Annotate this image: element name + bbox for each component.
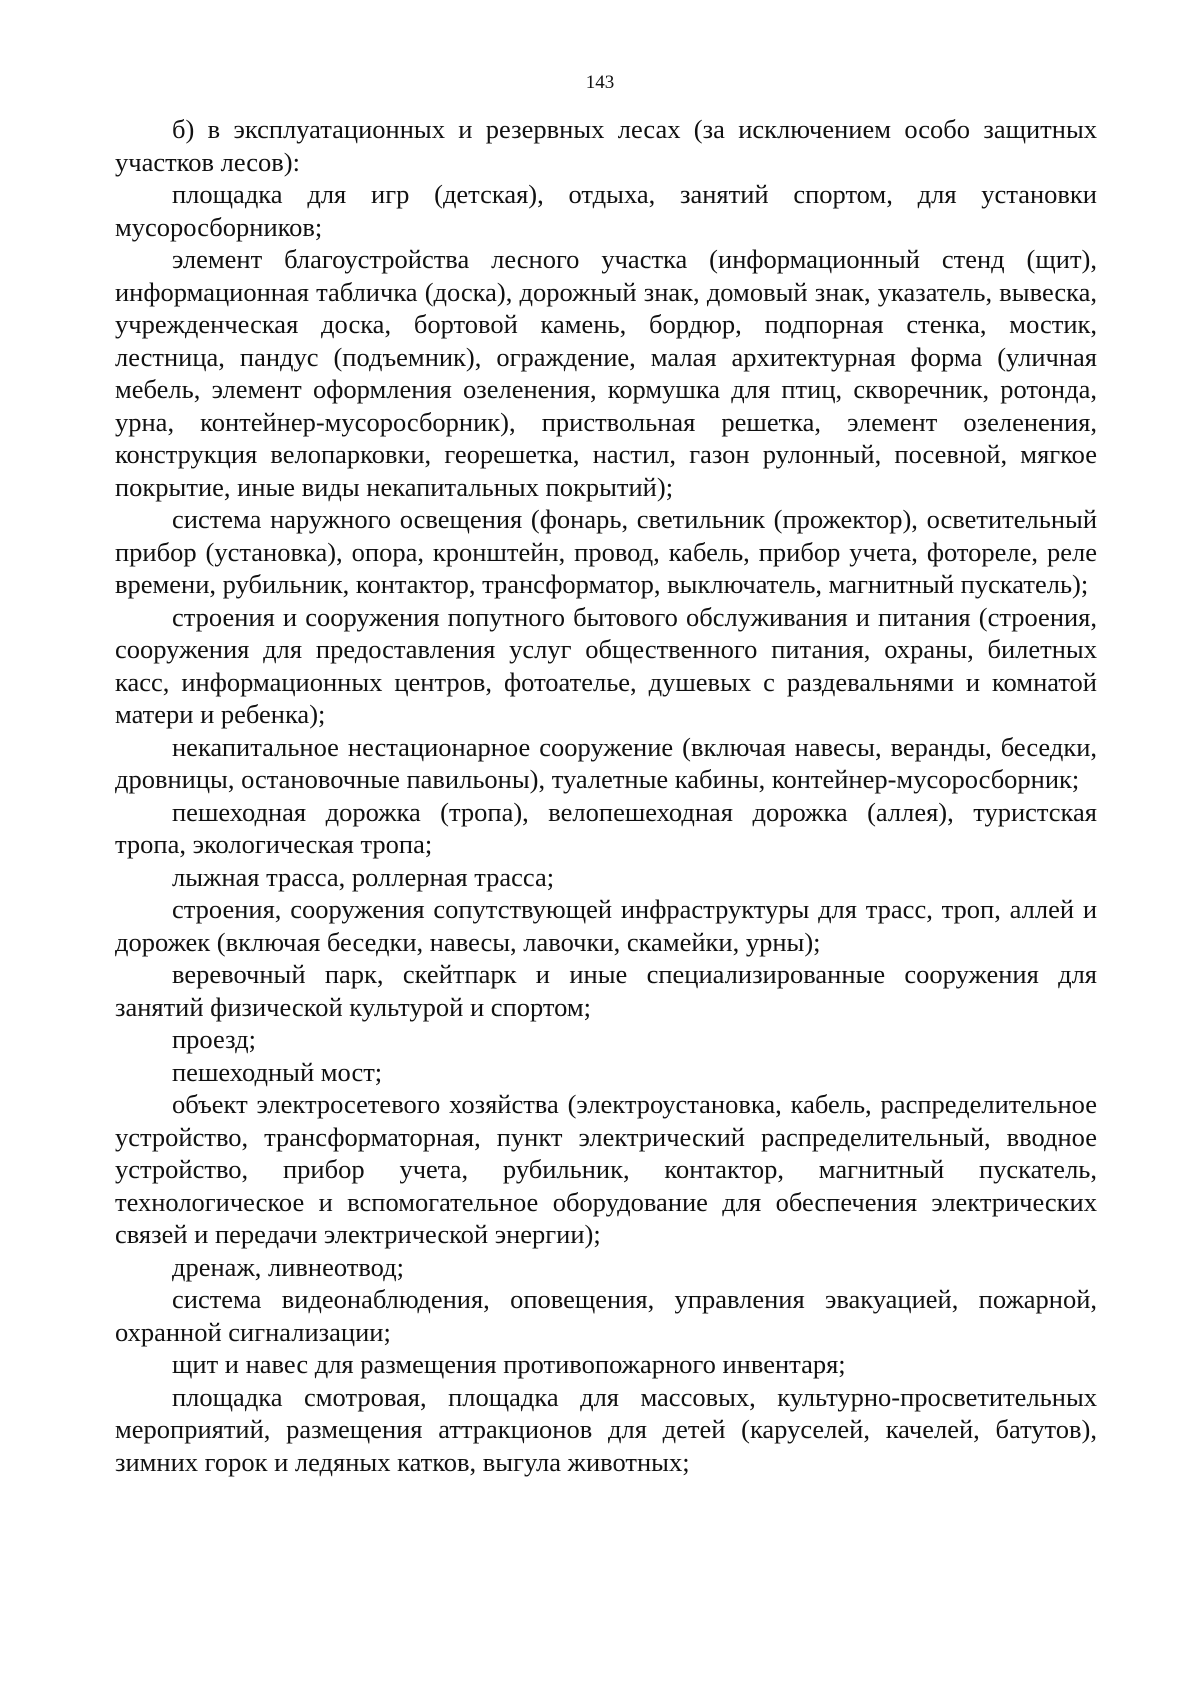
- paragraph: система наружного освещения (фонарь, светильник (прожектор), осветительный прибор (установка), опора, кронштейн, провод, кабель, прибор учета, фотореле, реле времени, рубильник, контактор, трансформатор, выключатель, магнитный пускатель);: [115, 504, 1097, 599]
- paragraph: пешеходный мост;: [172, 1056, 383, 1087]
- document-body: [115, 113, 1097, 1478]
- paragraph: элемент благоустройства лесного участка (информационный стенд (щит), информационная табличка (доска), дорожный знак, домовый знак, указатель, вывеска, учрежденческая доска, бортовой камень, бордюр, подпорная стенка, мостик, лестница, пандус (подъемник), ограждение, малая архитектурная форма (уличная мебель, элемент оформления озеленения, кормушка для птиц, скворечник, ротонда, урна, контейнер-мусоросборник), приствольная решетка, элемент озеленения, конструкция велопарковки, георешетка, настил, газон рулонный, посевной, мягкое покрытие, иные виды некапитальных покрытий);: [115, 244, 1097, 502]
- paragraph: щит и навес для размещения противопожарного инвентаря;: [172, 1349, 846, 1379]
- paragraph: лыжная трасса, роллерная трасса;: [172, 861, 555, 892]
- paragraph: проезд;: [172, 1024, 256, 1054]
- paragraph: площадка для игр (детская), отдыха, занятий спортом, для установки мусоросборников;: [115, 179, 1097, 242]
- paragraph: дренаж, ливнеотвод;: [172, 1251, 405, 1282]
- paragraph: б) в эксплуатационных и резервных лесах (за исключением особо защитных участков лесов):: [115, 114, 1097, 177]
- paragraph: система видеонаблюдения, оповещения, управления эвакуацией, пожарной, охранной сигнализации;: [115, 1284, 1097, 1347]
- paragraph: веревочный парк, скейтпарк и иные специализированные сооружения для занятий физической культурой и спортом;: [115, 959, 1097, 1022]
- page-number: 143: [585, 72, 615, 93]
- paragraph: некапитальное нестационарное сооружение (включая навесы, веранды, беседки, дровницы, остановочные павильоны), туалетные кабины, контейнер-мусоросборник;: [115, 731, 1097, 794]
- paragraph: пешеходная дорожка (тропа), велопешеходная дорожка (аллея), туристская тропа, экологическая тропа;: [115, 796, 1097, 859]
- paragraph: строения и сооружения попутного бытового обслуживания и питания (строения, сооружения для предоставления услуг общественного питания, охраны, билетных касс, информационных центров, фотоателье, душевых с раздевальнями и комнатой матери и ребенка);: [115, 601, 1097, 729]
- paragraph: площадка смотровая, площадка для массовых, культурно-просветительных мероприятий, размещения аттракционов для детей (каруселей, качелей, батутов), зимних горок и ледяных катков, выгула животных;: [115, 1381, 1097, 1477]
- paragraph: строения, сооружения сопутствующей инфраструктуры для трасс, троп, аллей и дорожек (включая беседки, навесы, лавочки, скамейки, урны);: [115, 894, 1097, 957]
- paragraph: объект электросетевого хозяйства (электроустановка, кабель, распределительное устройство, трансформаторная, пункт электрический распределительный, вводное устройство, прибор учета, рубильник, контактор, магнитный пускатель, технологическое и вспомогательное оборудование для обеспечения электрических связей и передачи электрической энергии);: [115, 1089, 1097, 1249]
